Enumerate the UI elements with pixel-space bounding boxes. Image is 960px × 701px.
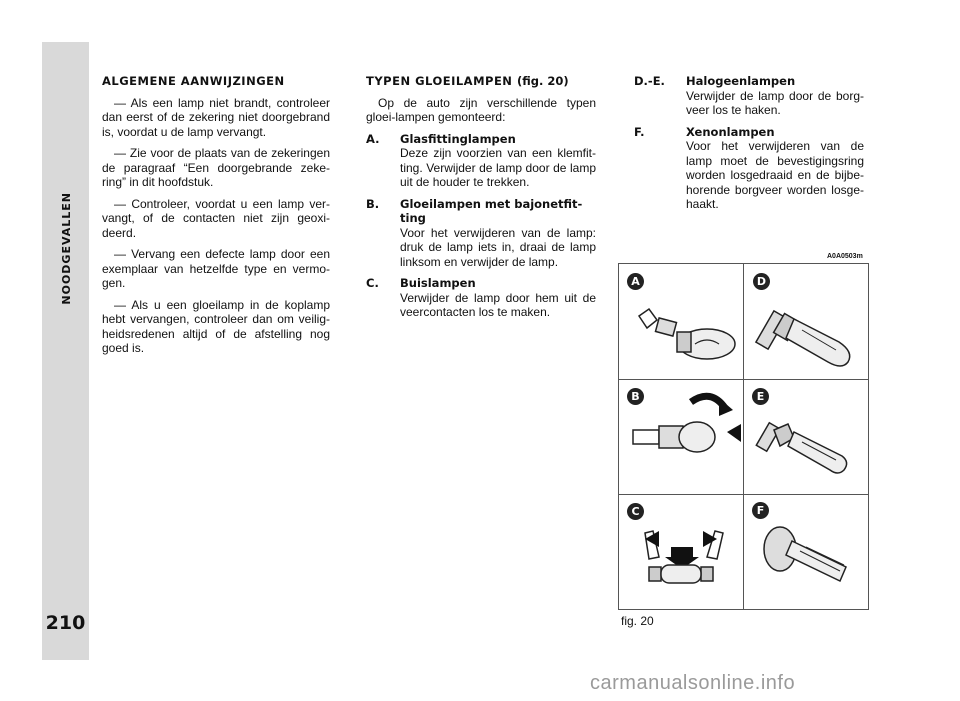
paragraph: — Controleer, voordat u een lamp ver-vangt, of de contacten niet zijn geoxi-deerd.: [102, 196, 330, 240]
section-title: NOODGEVALLEN: [60, 192, 73, 305]
item-description: Voor het verwijderen van de lamp moet de bevestigingsring worden losgedraaid en de bijbe-horende borgveer worden losge-haakt.: [686, 139, 864, 211]
list-item: [366, 132, 596, 190]
figure-label-d: D: [753, 273, 770, 290]
bulb-types-title: TYPEN GLOEILAMPEN: [366, 74, 513, 88]
figure-caption: fig. 20: [621, 614, 654, 628]
item-title: Halogeenlampen: [686, 74, 796, 88]
list-item: [634, 125, 864, 212]
bayonet-bulb-illustration: [619, 380, 743, 495]
figure-label-a: A: [627, 273, 644, 290]
item-letter: B.: [366, 196, 380, 211]
bulb-types-figure: [618, 263, 869, 610]
item-letter: F.: [634, 124, 645, 139]
item-letter: D.-E.: [634, 74, 665, 88]
watermark: carmanualsonline.info: [590, 672, 796, 694]
list-item: [366, 197, 596, 270]
halogen-bulb-d-illustration: [744, 264, 868, 379]
intro-paragraph: Op de auto zijn verschillende typen gloei-lampen gemonteerd:: [366, 95, 596, 124]
figure-reference: (fig. 20): [516, 74, 569, 88]
item-description: Voor het verwijderen van de lamp: druk de lamp iets in, draai de lamp linksom en verwijder de lamp.: [400, 225, 596, 269]
bulb-types-heading: [366, 74, 596, 89]
figure-label-b: B: [627, 388, 644, 405]
halogen-bulb-e-illustration: [744, 380, 868, 495]
item-letter: C.: [366, 276, 379, 290]
list-item: [634, 74, 864, 118]
figure-label-e: E: [752, 388, 769, 405]
item-title: Gloeilampen met bajonetfit-ting: [400, 196, 583, 225]
list-item: [366, 276, 596, 320]
item-description: Verwijder de lamp door hem uit de veercontacten los te maken.: [400, 290, 596, 319]
paragraph: — Vervang een defecte lamp door een exemplaar van hetzelfde type en vermo-gen.: [102, 247, 330, 290]
general-instructions-column: [102, 74, 330, 363]
paragraph: — Zie voor de plaats van de zekeringen de paragraaf “Een doorgebrande zeke-ring” in dit hoofdstuk.: [102, 146, 330, 189]
page-number: 210: [45, 612, 86, 634]
xenon-bulb-illustration: [744, 495, 868, 610]
paragraph: — Als een lamp niet brandt, controleer dan eerst of de zekering niet doorgebrand is, voordat u de lamp vervangt.: [102, 95, 330, 139]
figure-label-c: C: [627, 503, 644, 520]
figure-code: A0A0503m: [827, 253, 863, 260]
bulb-types-column-continued: [634, 74, 864, 219]
general-instructions-heading: ALGEMENE AANWIJZINGEN: [102, 74, 285, 88]
item-description: Verwijder de lamp door de borg-veer los te haken.: [686, 88, 864, 117]
bulb-types-column: [366, 74, 596, 327]
sidebar: [42, 42, 89, 660]
item-title: Glasfittinglampen: [400, 131, 516, 146]
item-letter: A.: [366, 131, 380, 146]
item-title: Xenonlampen: [686, 124, 775, 139]
paragraph: — Als u een gloeilamp in de koplamp hebt vervangen, controleer dan om veilig-heidsredenen altijd of de afstelling nog goed is.: [102, 297, 330, 355]
glass-wedge-bulb-illustration: [619, 264, 743, 379]
item-description: Deze zijn voorzien van een klemfit-ting. Verwijder de lamp door de lamp uit de houder te trekken.: [400, 146, 596, 189]
tube-bulb-illustration: [619, 495, 743, 610]
figure-label-f: F: [752, 502, 769, 519]
item-title: Buislampen: [400, 276, 476, 290]
